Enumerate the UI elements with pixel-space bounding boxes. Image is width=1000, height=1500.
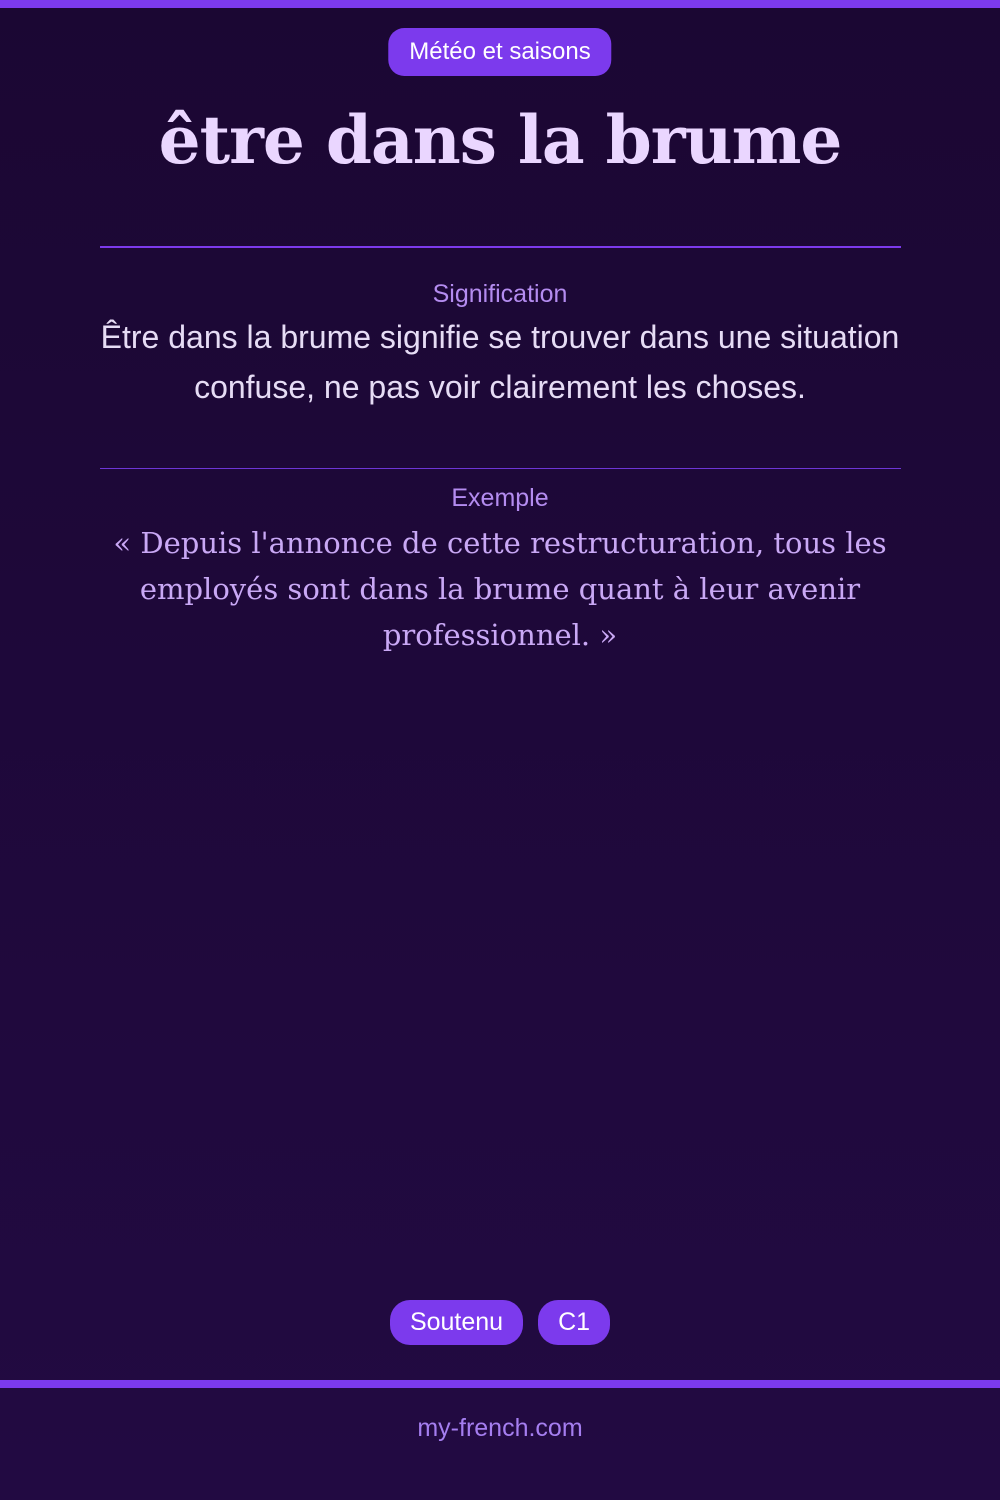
bottom-accent-bar <box>0 1380 1000 1388</box>
top-accent-bar <box>0 0 1000 8</box>
divider <box>100 246 901 248</box>
footer-site-link[interactable]: my-french.com <box>417 1414 583 1442</box>
register-tag: Soutenu <box>390 1300 523 1345</box>
tag-list <box>0 1300 1000 1345</box>
meaning-label: Signification <box>432 280 568 308</box>
divider <box>100 468 901 469</box>
meaning-text: Être dans la brume signifie se trouver dans une situation confuse, ne pas voir clairement les choses. <box>100 319 900 405</box>
example-text: « Depuis l'annonce de cette restructuration, tous les employés sont dans la brume quant à leur avenir professionnel. » <box>113 526 887 652</box>
example-label: Exemple <box>451 484 549 512</box>
expression-title: être dans la brume <box>158 101 842 179</box>
category-badge: Météo et saisons <box>388 28 611 76</box>
level-tag: C1 <box>538 1300 610 1345</box>
